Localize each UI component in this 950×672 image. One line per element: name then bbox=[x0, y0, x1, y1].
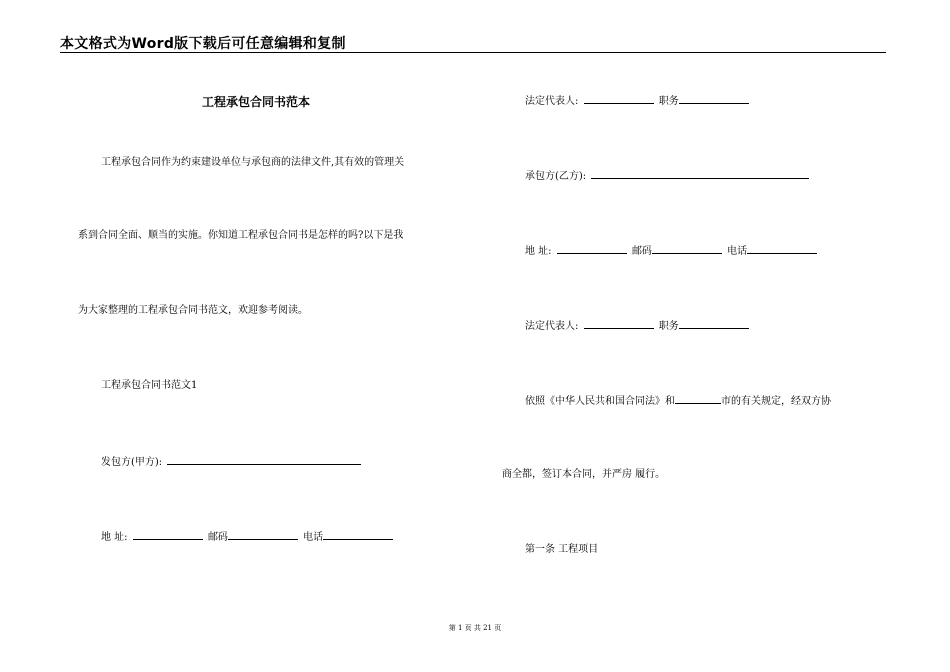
legal-basis-part-2: 市的有关规定，经双方协 bbox=[721, 396, 831, 407]
postcode-blank bbox=[652, 243, 722, 254]
intro-line-2: 系到合同全面、顺当的实施。你知道工程承包合同书是怎样的吗?以下是我 bbox=[78, 230, 404, 241]
document-header: 本文格式为Word版下载后可任意编辑和复制 bbox=[60, 36, 346, 52]
address-blank bbox=[557, 243, 627, 254]
party-b-label: 承包方(乙方): bbox=[525, 171, 587, 182]
party-a-label: 发包方(甲方): bbox=[101, 457, 163, 468]
representative-blank bbox=[584, 93, 654, 104]
phone-blank bbox=[747, 243, 817, 254]
address-blank bbox=[133, 529, 203, 540]
legal-basis-line-1 bbox=[525, 393, 831, 409]
party-b-line bbox=[525, 168, 811, 184]
page-footer: 第 1 页 共 21 页 bbox=[448, 624, 502, 632]
legal-basis-part-1: 依照《中华人民共和国合同法》和 bbox=[525, 396, 675, 407]
party-a-line bbox=[101, 454, 363, 470]
phone-blank bbox=[323, 529, 393, 540]
legal-basis-line-2: 商全都，签订本合同，并严房 履行。 bbox=[502, 469, 666, 480]
representative-line-2 bbox=[525, 318, 751, 334]
city-blank bbox=[675, 393, 721, 404]
party-b-address-line bbox=[525, 243, 819, 259]
document-title: 工程承包合同书范本 bbox=[202, 95, 311, 109]
representative-label: 法定代表人: bbox=[525, 96, 579, 107]
intro-line-1: 工程承包合同作为约束建设单位与承包商的法律文件,其有效的管理关 bbox=[101, 157, 405, 168]
duty-label: 职务 bbox=[658, 321, 679, 332]
representative-line-1 bbox=[525, 93, 751, 109]
intro-line-3: 为大家整理的工程承包合同书范文，欢迎参考阅读。 bbox=[78, 305, 308, 316]
phone-label: 电话 bbox=[727, 246, 748, 257]
sample-heading: 工程承包合同书范文1 bbox=[101, 380, 198, 391]
party-a-blank bbox=[167, 454, 361, 465]
representative-blank bbox=[584, 318, 654, 329]
postcode-blank bbox=[228, 529, 298, 540]
duty-blank bbox=[679, 93, 749, 104]
header-divider bbox=[60, 52, 886, 53]
postcode-label: 邮码 bbox=[207, 532, 228, 543]
duty-label: 职务 bbox=[658, 96, 679, 107]
phone-label: 电话 bbox=[303, 532, 324, 543]
duty-blank bbox=[679, 318, 749, 329]
party-b-blank bbox=[591, 168, 809, 179]
postcode-label: 邮码 bbox=[631, 246, 652, 257]
address-label: 地 址: bbox=[525, 246, 552, 257]
address-label: 地 址: bbox=[101, 532, 128, 543]
representative-label: 法定代表人: bbox=[525, 321, 579, 332]
article-1-heading: 第一条 工程项目 bbox=[525, 544, 599, 555]
party-a-address-line bbox=[101, 529, 395, 545]
